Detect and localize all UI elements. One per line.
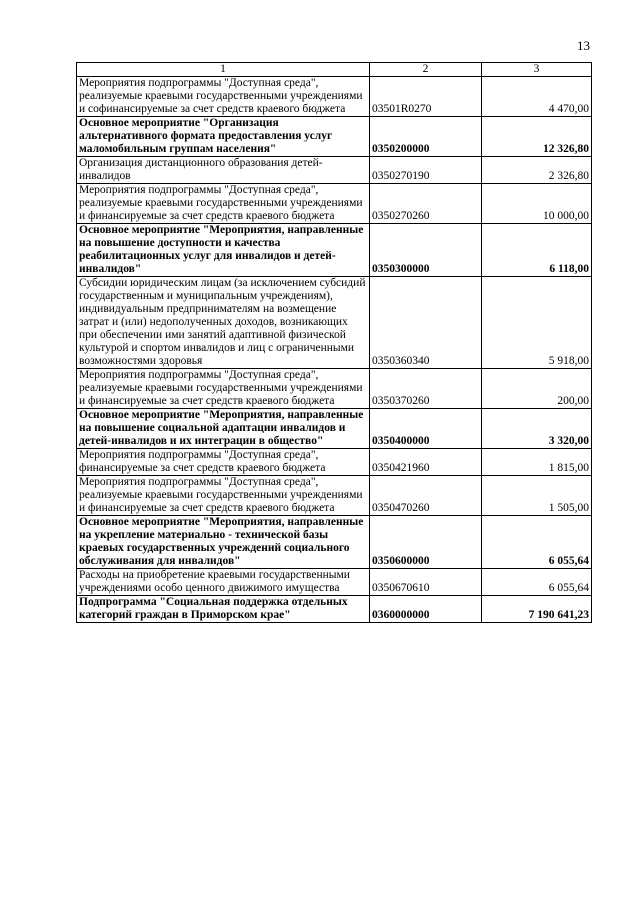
row-code-cell: 0350400000	[370, 409, 482, 449]
row-amount-cell: 10 000,00	[482, 184, 592, 224]
row-amount-cell: 3 320,00	[482, 409, 592, 449]
row-name-cell: Мероприятия подпрограммы "Доступная среда", финансируемые за счет средств краевого бюджета	[77, 449, 370, 476]
row-name-cell: Мероприятия подпрограммы "Доступная среда", реализуемые краевыми государственными учреждениями и финансируемые за счет средств краевого бюджета	[77, 476, 370, 516]
row-amount-cell: 1 815,00	[482, 449, 592, 476]
row-code-cell: 0350421960	[370, 449, 482, 476]
row-name-cell: Подпрограмма "Социальная поддержка отдельных категорий граждан в Приморском крае"	[77, 596, 370, 623]
row-amount-cell: 1 505,00	[482, 476, 592, 516]
table-header-row	[77, 63, 592, 77]
row-amount-cell: 2 326,80	[482, 157, 592, 184]
row-amount-cell: 6 118,00	[482, 224, 592, 277]
row-amount-cell: 5 918,00	[482, 277, 592, 369]
row-amount-cell: 4 470,00	[482, 77, 592, 117]
table-row	[77, 277, 592, 369]
row-code-cell: 0350370260	[370, 369, 482, 409]
table-row	[77, 157, 592, 184]
table-row	[77, 569, 592, 596]
row-name-cell: Мероприятия подпрограммы "Доступная среда", реализуемые краевыми государственными учреждениями и софинансируемые за счет средств краевого бюджета	[77, 77, 370, 117]
row-code-cell: 0350270190	[370, 157, 482, 184]
table-row	[77, 77, 592, 117]
row-code-cell: 0350670610	[370, 569, 482, 596]
row-amount-cell: 6 055,64	[482, 516, 592, 569]
row-name-cell: Основное мероприятие "Мероприятия, направленные на повышение доступности и качества реабилитационных услуг для инвалидов и детей-инвалидов"	[77, 224, 370, 277]
row-name-cell: Мероприятия подпрограммы "Доступная среда", реализуемые краевыми государственными учреждениями и финансируемые за счет средств краевого бюджета	[77, 184, 370, 224]
column-header-2: 2	[370, 63, 482, 77]
row-code-cell: 0350270260	[370, 184, 482, 224]
row-code-cell: 0350300000	[370, 224, 482, 277]
row-code-cell: 0360000000	[370, 596, 482, 623]
row-amount-cell: 200,00	[482, 369, 592, 409]
page-number: 13	[577, 38, 590, 53]
table-row	[77, 117, 592, 157]
table-row	[77, 369, 592, 409]
row-name-cell: Организация дистанционного образования детей-инвалидов	[77, 157, 370, 184]
table-row	[77, 449, 592, 476]
row-code-cell: 03501R0270	[370, 77, 482, 117]
table-row	[77, 476, 592, 516]
row-amount-cell: 6 055,64	[482, 569, 592, 596]
column-header-3: 3	[482, 63, 592, 77]
row-name-cell: Субсидии юридическим лицам (за исключением субсидий государственным и муниципальным учреждениям), индивидуальным предпринимателям на возмещение затрат и (или) недополученных доходов, возникающих при обеспечении ими занятий адаптивной физической культурой и спортом инвалидов и лиц с ограниченными возможностями здоровья	[77, 277, 370, 369]
table-row	[77, 224, 592, 277]
row-amount-cell: 7 190 641,23	[482, 596, 592, 623]
row-name-cell: Основное мероприятие "Мероприятия, направленные на повышение социальной адаптации инвалидов и детей-инвалидов и их интеграции в общество"	[77, 409, 370, 449]
row-name-cell: Основное мероприятие "Организация альтернативного формата предоставления услуг маломобильным группам населения"	[77, 117, 370, 157]
budget-table-body	[77, 63, 592, 623]
budget-table	[76, 62, 592, 623]
row-code-cell: 0350470260	[370, 476, 482, 516]
row-name-cell: Расходы на приобретение краевыми государственными учреждениями особо ценного движимого имущества	[77, 569, 370, 596]
row-code-cell: 0350600000	[370, 516, 482, 569]
row-name-cell: Основное мероприятие "Мероприятия, направленные на укрепление материально - технической базы краевых государственных учреждений социального обслуживания для инвалидов"	[77, 516, 370, 569]
row-name-cell: Мероприятия подпрограммы "Доступная среда", реализуемые краевыми государственными учреждениями и финансируемые за счет средств краевого бюджета	[77, 369, 370, 409]
row-code-cell: 0350200000	[370, 117, 482, 157]
row-code-cell: 0350360340	[370, 277, 482, 369]
column-header-1: 1	[77, 63, 370, 77]
table-row	[77, 409, 592, 449]
table-row	[77, 596, 592, 623]
table-row	[77, 184, 592, 224]
row-amount-cell: 12 326,80	[482, 117, 592, 157]
table-row	[77, 516, 592, 569]
